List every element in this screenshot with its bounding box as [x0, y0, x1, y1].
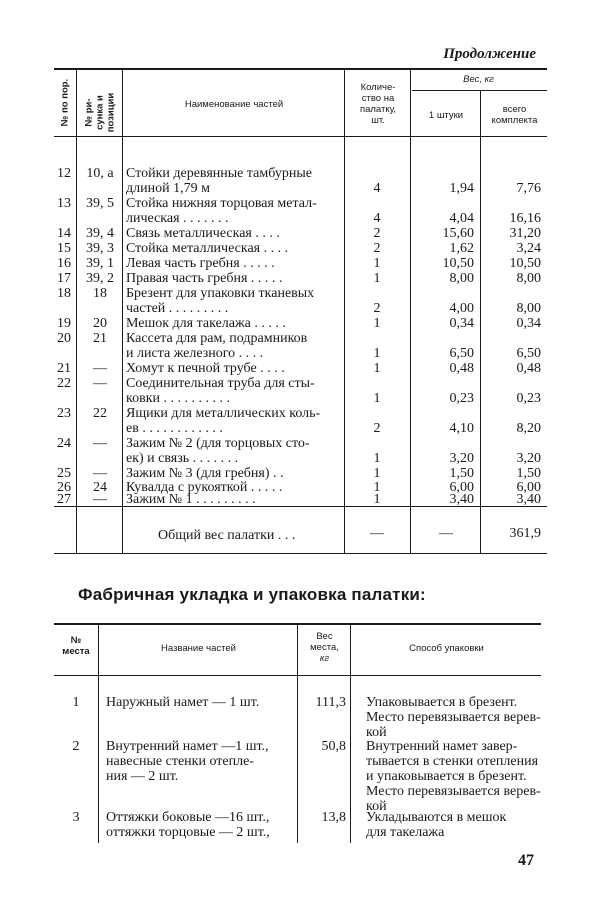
section-title: Фабричная укладка и упаковка палатки:	[78, 585, 426, 604]
header-packing-method: Способ упаковки	[409, 643, 484, 654]
header-row-number: № по пор.	[59, 78, 71, 127]
total-weight-one: —	[439, 526, 453, 541]
header-part-name: Название частей	[161, 643, 236, 654]
page-number: 47	[518, 852, 534, 869]
header-weight-one: 1 штуки	[428, 110, 464, 121]
continued-label: Продолжение	[443, 46, 536, 62]
packing-table: № места Название частей Вес места, кг Способ упаковки 1 Наружный намет — 1 шт. 111,3 Упаковывается в брезент. Место перевязывается верев- кой 2 Внутренний намет —1 шт., навесные стенки отепле- ния — 2 шт. 50,8 Внутренний намет завер- тывается в стенки отепления и упаковывается в брезент. Место перевязывается верев- кой 3 Оттяжки боковые —16 шт., оттяжки торцовые — 2 шт., 13,8 Укладываются в мешок для такелажа	[54, 623, 541, 843]
header-part-name: Наименование частей	[184, 99, 284, 110]
header-weight: Вес, кг	[463, 74, 494, 85]
header-weight-total: всего комплекта	[491, 104, 538, 126]
total-weight-value: 361,9	[509, 526, 541, 541]
total-quantity: —	[370, 526, 384, 541]
parts-table: № по пор. № ри- сунка и позиции Наименование частей Количе- ство на палатку, шт. Вес, кг 1 штуки всего комплекта 12 10, а Стойки деревянные тамбурные длиной 1,79 м 4 1,94 7,76 13 39, 5 Стойка нижняя торцовая метал- лическая . . . . . . . 4 4,04 16,16 14 39, 4 Связь металлическая . . . . 2 15,60 31,20 15 39, 3 Стойка металлическая . . . . 2 1,62 3,24 16 39, 1 Левая часть гребня . . . . . 1 10,50 10,50 17 39, 2 Правая часть гребня . . . . . 1 8,00 8,00 18 18 Брезент для упаковки тканевых частей . . . . . . . . . 2 4,00 8,00 19 20 Мешок для такелажа . . . . . 1 0,34 0,34 20 21 Кассета для рам, подрамников и листа железного . . . . 1 6,50 6,50 21 — Хомут к печной трубе . . . . 1 0,48 0,48 22 — Соединительная труба для сты- ковки . . . . . . . . . . 1 0,23 0,23 23 22 Ящики для металлических коль- ев . . . . . . . . . . . . 2 4,10 8,20 24 — Зажим № 2 (для торцовых сто- ек) и связь . . . . . . . 1 3,20 3,20 25 — Зажим № 3 (для гребня) . . 1 1,50 1,50 26 24 Кувалда с рукояткой . . . . . 1 6,00 6,00 27 — Зажим № 1 . . . . . . . . . 1 3,40 3,40 Общий вес палатки . . . — — 361,9	[54, 68, 547, 553]
header-place-weight: Вес места, кг	[310, 631, 339, 664]
header-figure: № ри- сунка и позиции	[83, 92, 117, 133]
header-quantity: Количе- ство на палатку, шт.	[359, 82, 397, 126]
total-weight-label: Общий вес палатки . . .	[158, 528, 296, 543]
header-place: № места	[62, 635, 90, 657]
